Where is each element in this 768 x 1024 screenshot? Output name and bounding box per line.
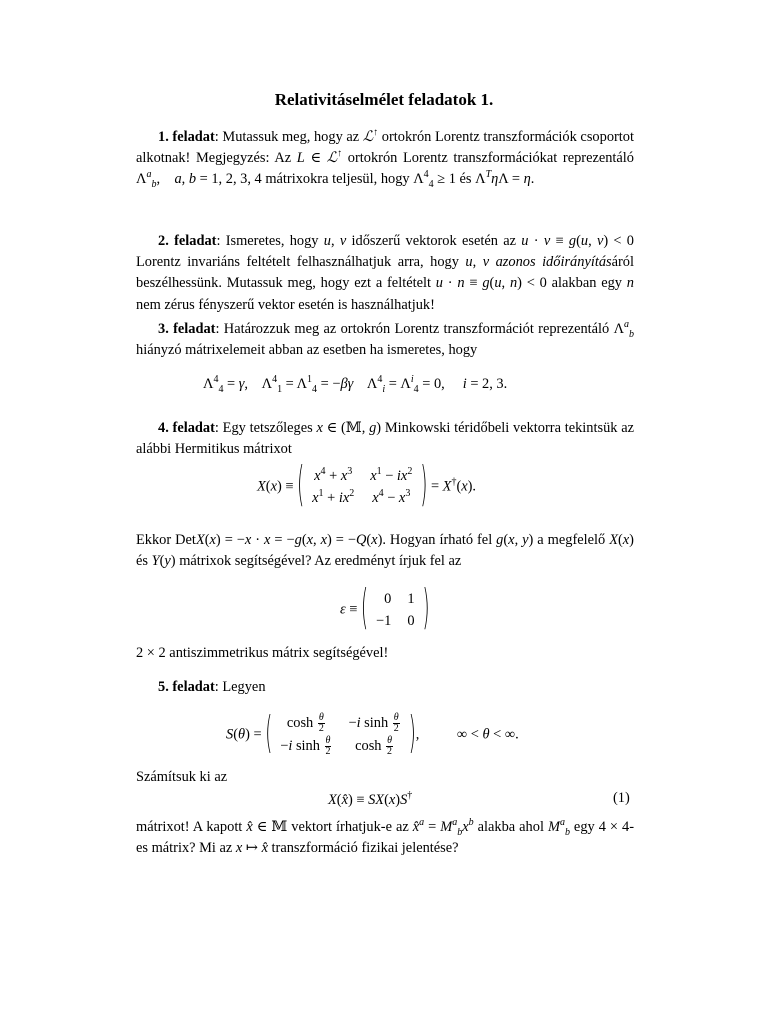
problem-1-text: mátrixokra teljesül, hogy bbox=[261, 171, 414, 188]
equation-number: (1) bbox=[613, 790, 630, 806]
problem-5-text: egy bbox=[569, 819, 599, 835]
problem-1-label: 1. feladat bbox=[158, 129, 215, 145]
problem-2-text: időszerű vektorok esetén az bbox=[346, 233, 522, 249]
hermitian-matrix-equation: X(x) ≡ ( $x^4 + x^3$ $x^1 - ix^2$ $x^1 + ix^2$ $x^4 - x^3$ ) = X†(x). bbox=[257, 458, 477, 513]
problem-2-text: Lorentz invariáns feltételt felhasználhatjuk arra, hogy bbox=[136, 254, 466, 271]
problem-4: 4. feladat: Egy tetszőleges x ∈ (𝕄, g) Minkowski téridőbeli vektorra tekintsük az alábbi Hermitikus mátrixot bbox=[136, 420, 635, 458]
problem-2-label: 2. feladat bbox=[158, 233, 217, 249]
problem-5-text: -es mátrix? Mi az bbox=[136, 819, 634, 857]
problem-5-text: vektort írhatjuk-e az bbox=[287, 819, 413, 835]
problem-3-equation: $\Lambda^4_4 = \gamma$, $\Lambda^4_1 = \Lambda^1_4 = -\beta\gamma$ $\Lambda^4_i = \Lambda^i_4 = 0$, i = 2, 3. bbox=[203, 374, 508, 395]
problem-2-text: alakban egy bbox=[546, 275, 627, 292]
problem-2-emphasis: azonos időirányítás bbox=[495, 254, 612, 271]
problem-5-label: 5. feladat bbox=[158, 679, 215, 695]
problem-1-text: és bbox=[455, 171, 476, 188]
s-theta-equation: S(θ) = ( cosh $\frac{\theta}{2}$ −i sinh $\frac{\theta}{2}$ −i sinh $\frac{\theta}{2}$ cosh $\frac{\theta}{2}$ ) , ∞ < θ < ∞. bbox=[226, 708, 519, 760]
problem-4-label: 4. feladat bbox=[158, 420, 215, 436]
problem-4-text: . Hogyan írható fel bbox=[382, 532, 497, 548]
problem-4-text: mátrixok segítségével? Az eredményt írjuk fel az bbox=[175, 553, 462, 570]
problem-2-text: nem zérus fényszerű vektor esetén is használhatjuk! bbox=[136, 296, 435, 313]
problem-1: 1. feladat: Mutassuk meg, hogy az ℒ↑ ortokrón Lorentz transzformációk csoportot alkotnak! Megjegyzés: Az L ∈ ℒ↑ ortokrón Lorentz transzformációkat reprezentáló $\Lambda^a_b$, a, b = 1, 2, 3, 4 mátrixokra teljesül, hogy $\Lambda^4_4 \ge 1$ és $\Lambda^T\eta\Lambda = \eta$. bbox=[136, 127, 635, 191]
problem-4-text: antiszimmetrikus mátrix segítségével! bbox=[165, 645, 389, 661]
problem-1-text: ortokrón Lorentz transzformációk csoportot alkotnak! Megjegyzés: Az bbox=[136, 129, 634, 167]
problem-3-label: 3. feladat bbox=[158, 321, 216, 337]
problem-5 bbox=[136, 677, 634, 698]
problem-5-text: : Legyen bbox=[214, 679, 266, 695]
problem-3-text: hiányzó mátrixelemeit abban az esetben ha ismeretes, hogy bbox=[136, 342, 478, 359]
transformed-matrix-equation: X(x̂) ≡ SX(x)S† bbox=[328, 790, 413, 808]
problem-1-text: . bbox=[530, 171, 535, 188]
problem-5-text: mátrixot! A kapott bbox=[136, 819, 247, 835]
problem-2-text: : Ismeretes, hogy bbox=[216, 233, 324, 249]
problem-5-text: alakba ahol bbox=[473, 819, 548, 835]
problem-2-text: áról beszélhessünk. Mutassuk meg, hogy ezt a feltételt bbox=[136, 254, 634, 292]
problem-4-text: : Egy tetszőleges bbox=[214, 420, 317, 436]
problem-3: 3. feladat: Határozzuk meg az ortokrón Lorentz transzformációt reprezentáló $\Lambda^a_b$ hiányzó mátrixelemeit abban az esetben ha ismeretes, hogy bbox=[136, 319, 634, 359]
problem-5-text: transzformáció fizikai jelentése? bbox=[267, 840, 459, 857]
problem-2: 2. feladat: Ismeretes, hogy u, v időszerű vektorok esetén az u · v ≡ g(u, v) < 0 Lorentz invariáns feltételt felhasználhatjuk arra, hogy u, v azonos időirányításáról beszélhessünk. Mutassuk meg, hogy ezt a feltételt u · n ≡ g(u, n) < 0 alakban egy n nem zérus fényszerű vektor esetén is használhatjuk! bbox=[136, 233, 634, 313]
problem-1-text: ortokrón Lorentz transzformációkat reprezentáló bbox=[342, 150, 635, 167]
problem-4-text: és bbox=[136, 553, 152, 570]
problem-5-end: mátrixot! A kapott x̂ ∈ 𝕄 vektort írhatjuk-e az x̂$^a$ = $M^a_bx^b$ alakba ahol $M^a_b$ egy 4 × 4-es mátrix? Mi az x ↦ x̂ transzformáció fizikai jelentése? bbox=[136, 817, 634, 857]
problem-4-end: 2 × 2 antiszimmetrikus mátrix segítségével! bbox=[136, 645, 389, 661]
problem-3-text: : Határozzuk meg az ortokrón Lorentz transzformációt reprezentáló bbox=[215, 321, 614, 337]
problem-4-continued: Ekkor DetX(x) = −x · x = −g(x, x) = −Q(x). Hogyan írható fel g(x, y) a megfelelő X(x) és Y(y) mátrixok segítségével? Az eredményt írjuk fel az bbox=[136, 532, 634, 570]
problem-4-text: Minkowski téridőbeli vektorra tekintsük az alábbi Hermitikus mátrixot bbox=[136, 420, 635, 458]
problem-1-text: : Mutassuk meg, hogy az bbox=[214, 129, 363, 145]
epsilon-matrix-equation: ε ≡ ( 0 1 −1 0 ) bbox=[340, 581, 430, 636]
problem-4-text: Ekkor Det bbox=[136, 532, 196, 548]
problem-5-text: Számítsuk ki az bbox=[136, 769, 228, 785]
problem-4-text: a megfelelő bbox=[533, 532, 610, 548]
problem-5-continued bbox=[136, 767, 634, 788]
page-title: Relativitáselmélet feladatok 1. bbox=[274, 90, 494, 109]
